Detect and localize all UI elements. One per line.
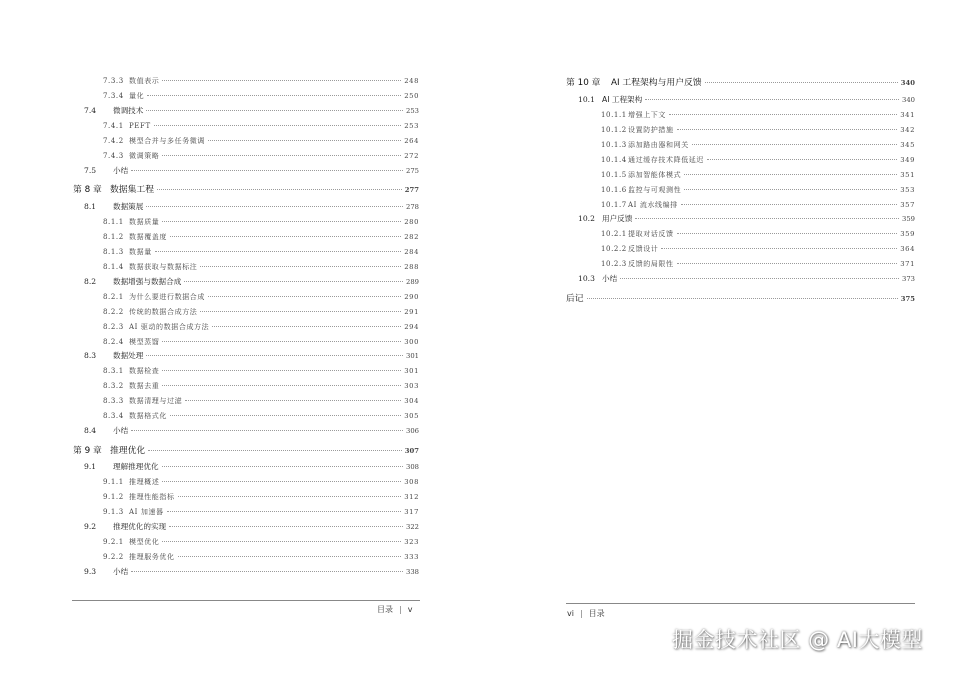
toc-entry-section (84, 460, 419, 474)
toc-entry-number: 8.1.4 (103, 263, 124, 271)
toc-entry-number: 7.5 (84, 166, 97, 175)
toc-entry-title: 数据策展 (113, 202, 144, 211)
toc-entry-page-number: 303 (404, 382, 419, 390)
toc-entry-sub (601, 183, 915, 197)
toc-entry-title: 小结 (113, 567, 129, 576)
toc-entry-sub (103, 89, 419, 103)
toc-entry-sub (103, 245, 419, 259)
dot-leader (146, 206, 403, 207)
toc-entry-title: AI 流水线编排 (628, 201, 678, 209)
dot-leader (162, 80, 401, 81)
dot-leader (131, 430, 403, 431)
footer-page-numeral: vi (567, 609, 574, 618)
dot-leader (684, 189, 897, 190)
toc-entry-number: 10.1.7 (601, 201, 627, 209)
toc-entry-sub (601, 138, 915, 152)
toc-entry-number: 10.1.6 (601, 186, 627, 194)
toc-entry-number: 8.2.4 (103, 338, 124, 346)
toc-entry-title: 数据量 (129, 248, 152, 256)
footer-separator: | (399, 605, 402, 614)
right-page (489, 0, 979, 676)
footer-page-numeral: v (407, 605, 413, 614)
toc-entry-number: 8.2.1 (103, 293, 124, 301)
toc-entry-page-number: 308 (404, 478, 419, 486)
dot-leader (162, 466, 403, 467)
toc-entry-title: AI 工程架构与用户反馈 (611, 78, 702, 88)
toc-entry-number: 8.3 (84, 351, 97, 360)
toc-entry-section (578, 272, 915, 286)
dot-leader (131, 571, 403, 572)
toc-entry-number: 10.1.5 (601, 171, 627, 179)
dot-leader (169, 526, 403, 527)
toc-entry-sub (103, 290, 419, 304)
toc-entry-section (578, 93, 915, 107)
toc-entry-title: 数据清理与过滤 (129, 397, 183, 405)
dot-leader (178, 496, 402, 497)
toc-entry-title: 模型合并与多任务微调 (129, 137, 205, 145)
toc-entry-sub (601, 242, 915, 256)
toc-entry-title: AI 工程架构 (602, 95, 643, 104)
toc-entry-number: 8.2 (84, 277, 97, 286)
toc-entry-page-number: 345 (900, 141, 915, 149)
dot-leader (162, 481, 401, 482)
toc-entry-title: AI 加速器 (129, 508, 164, 516)
toc-entry-section (84, 104, 419, 118)
dot-leader (167, 511, 402, 512)
toc-entry-section (578, 212, 915, 226)
toc-entry-title: 数据质量 (129, 218, 160, 226)
toc-entry-number: 8.1 (84, 202, 97, 211)
toc-entry-title: 用户反馈 (602, 214, 633, 223)
toc-entry-page-number: 282 (404, 233, 419, 241)
footer-label: 目录 (588, 609, 605, 618)
dot-leader (162, 221, 401, 222)
toc-entry-sub (103, 490, 419, 504)
toc-entry-number: 10.1 (578, 95, 595, 104)
toc-entry-page-number: 301 (404, 367, 419, 375)
toc-entry-page-number: 340 (900, 79, 915, 87)
footer-rule (72, 600, 420, 601)
toc-entry-title: 反馈的局限性 (628, 260, 674, 268)
toc-entry-title: 小结 (113, 166, 129, 175)
dot-leader (587, 298, 898, 299)
toc-entry-title: 数据增强与数据合成 (113, 277, 182, 286)
dot-leader (162, 541, 401, 542)
toc-entry-number: 7.4 (84, 106, 97, 115)
page-footer (377, 604, 412, 615)
toc-entry-sub (103, 335, 419, 349)
dot-leader (645, 99, 899, 100)
watermark: 掘金技术社区 @ AI大模型 (672, 628, 923, 652)
toc-entry-page-number: 289 (406, 278, 419, 286)
toc-entry-title: 小结 (113, 426, 129, 435)
toc-entry-page-number: 312 (404, 493, 419, 501)
dot-leader (681, 204, 897, 205)
toc-entry-title: 设置防护措施 (628, 126, 674, 134)
toc-entry-number: 9.1 (84, 462, 97, 471)
toc-entry-sub (103, 260, 419, 274)
toc-entry-section (84, 200, 419, 214)
toc-entry-number: 9.2.2 (103, 553, 124, 561)
toc-entry-page-number: 277 (404, 186, 419, 194)
dot-leader (635, 218, 899, 219)
toc-entry-title: 模型蒸馏 (129, 338, 160, 346)
toc-entry-number: 7.3.3 (103, 77, 124, 85)
toc-entry-page-number: 294 (404, 323, 419, 331)
dot-leader (707, 159, 897, 160)
toc-entry-sub (601, 108, 915, 122)
toc-entry-number: 7.4.3 (103, 152, 124, 160)
left-page (0, 0, 489, 676)
toc-entry-page-number: 338 (406, 568, 419, 576)
dot-leader (677, 233, 898, 234)
toc-entry-page-number: 357 (900, 201, 915, 209)
toc-entry-sub (103, 409, 419, 423)
toc-entry-title: 推理概述 (129, 478, 160, 486)
toc-entry-sub (103, 119, 419, 133)
toc-entry-title: 推理优化 (110, 446, 146, 456)
footer-separator: | (579, 609, 583, 618)
toc-entry-number: 8.3.4 (103, 412, 124, 420)
dot-leader (162, 341, 401, 342)
toc-entry-sub (103, 394, 419, 408)
toc-entry-page-number: 308 (406, 463, 419, 471)
dot-leader (162, 370, 401, 371)
dot-leader (170, 236, 401, 237)
toc-entry-sub (601, 198, 915, 212)
dot-leader (146, 355, 403, 356)
toc-entry-chapter (566, 291, 915, 307)
toc-entry-number: 8.1.1 (103, 218, 124, 226)
toc-entry-page-number: 351 (900, 171, 915, 179)
toc-entry-title: 理解推理优化 (113, 462, 159, 471)
toc-entry-section (84, 424, 419, 438)
toc-entry-page-number: 359 (900, 230, 915, 238)
toc-entry-page-number: 301 (406, 352, 419, 360)
toc-entry-sub (103, 550, 419, 564)
dot-leader (692, 144, 897, 145)
dot-leader (184, 281, 403, 282)
toc-entry-page-number: 291 (404, 308, 419, 316)
toc-entry-sub (601, 257, 915, 271)
toc-entry-number: 7.3.4 (103, 92, 124, 100)
toc-entry-page-number: 305 (404, 412, 419, 420)
toc-entry-number: 9.1.2 (103, 493, 124, 501)
toc-entry-sub (103, 134, 419, 148)
toc-entry-sub (601, 123, 915, 137)
toc-entry-page-number: 275 (406, 167, 419, 175)
dot-leader (677, 263, 898, 264)
dot-leader (620, 278, 899, 279)
toc-entry-sub (601, 168, 915, 182)
toc-entry-page-number: 323 (404, 538, 419, 546)
toc-entry-page-number: 341 (900, 111, 915, 119)
toc-entry-number: 第 8 章 (73, 185, 102, 195)
toc-entry-title: 数据去重 (129, 382, 160, 390)
toc-entry-title: 推理优化的实现 (113, 522, 167, 531)
toc-entry-page-number: 371 (900, 260, 915, 268)
dot-leader (146, 110, 403, 111)
toc-entry-title: 数据获取与数据标注 (129, 263, 198, 271)
dot-leader (212, 326, 401, 327)
dot-leader (200, 311, 401, 312)
toc-entry-title: 小结 (602, 274, 618, 283)
toc-entry-chapter (73, 443, 419, 459)
toc-entry-page-number: 359 (902, 215, 915, 223)
toc-entry-title: 模型优化 (129, 538, 160, 546)
toc-entry-title: 数值表示 (129, 77, 160, 85)
toc-entry-chapter (73, 182, 419, 198)
toc-entry-title: 监控与可观测性 (628, 186, 682, 194)
dot-leader (162, 155, 401, 156)
toc-entry-page-number: 280 (404, 218, 419, 226)
dot-leader (677, 129, 898, 130)
toc-entry-page-number: 253 (404, 122, 419, 130)
toc-entry-page-number: 253 (406, 107, 419, 115)
dot-leader (705, 82, 898, 83)
toc-entry-title: AI 驱动的数据合成方法 (129, 323, 210, 331)
dot-leader (147, 95, 401, 96)
toc-entry-sub (601, 153, 915, 167)
footer-rule (566, 603, 915, 604)
toc-entry-number: 7.4.2 (103, 137, 124, 145)
toc-entry-page-number: 290 (404, 293, 419, 301)
toc-entry-section (84, 275, 419, 289)
toc-entry-title: 传统的数据合成方法 (129, 308, 198, 316)
dot-leader (208, 140, 401, 141)
toc-entry-page-number: 264 (404, 137, 419, 145)
toc-entry-page-number: 364 (900, 245, 915, 253)
dot-leader (131, 170, 403, 171)
toc-entry-page-number: 373 (902, 275, 915, 283)
toc-entry-section (84, 565, 419, 579)
toc-entry-sub (103, 320, 419, 334)
dot-leader (170, 415, 401, 416)
toc-entry-number: 10.2 (578, 214, 595, 223)
toc-entry-number: 10.2.2 (601, 245, 627, 253)
toc-entry-page-number: 300 (404, 338, 419, 346)
toc-entry-sub (103, 74, 419, 88)
dot-leader (669, 114, 897, 115)
toc-entry-number: 8.3.2 (103, 382, 124, 390)
toc-entry-number: 8.1.3 (103, 248, 124, 256)
dot-leader (208, 296, 401, 297)
toc-entry-number: 10.1.2 (601, 126, 627, 134)
toc-entry-number: 10.1.3 (601, 141, 627, 149)
toc-entry-number: 8.1.2 (103, 233, 124, 241)
toc-entry-title: 数据集工程 (110, 185, 154, 195)
toc-entry-number: 10.2.1 (601, 230, 627, 238)
toc-entry-number: 10.3 (578, 274, 595, 283)
footer-label: 目录 (377, 605, 393, 614)
toc-entry-page-number: 250 (404, 92, 419, 100)
dot-leader (148, 450, 402, 451)
toc-entry-section (84, 164, 419, 178)
toc-entry-title: 反馈设计 (628, 245, 659, 253)
toc-entry-sub (103, 535, 419, 549)
toc-entry-title: 通过缓存技术降低延迟 (628, 156, 704, 164)
toc-entry-number: 8.3.1 (103, 367, 124, 375)
toc-entry-sub (103, 215, 419, 229)
toc-entry-section (84, 349, 419, 363)
toc-entry-number: 第 9 章 (73, 446, 102, 456)
toc-entry-page-number: 317 (404, 508, 419, 516)
toc-entry-sub (103, 379, 419, 393)
dot-leader (661, 248, 897, 249)
toc-entry-number: 10.1.1 (601, 111, 627, 119)
toc-entry-number: 9.1.3 (103, 508, 124, 516)
toc-entry-chapter (566, 75, 915, 91)
toc-entry-sub (103, 475, 419, 489)
toc-entry-title: 数据处理 (113, 351, 144, 360)
toc-entry-title: 添加路由器和网关 (628, 141, 689, 149)
toc-entry-title: 后记 (566, 294, 584, 304)
toc-entry-title: 为什么要进行数据合成 (129, 293, 205, 301)
toc-entry-sub (103, 305, 419, 319)
toc-entry-page-number: 333 (404, 553, 419, 561)
toc-entry-sub (103, 364, 419, 378)
dot-leader (200, 266, 401, 267)
toc-entry-sub (103, 505, 419, 519)
toc-entry-title: 微调策略 (129, 152, 160, 160)
toc-entry-page-number: 288 (404, 263, 419, 271)
toc-entry-page-number: 278 (406, 203, 419, 211)
toc-entry-number: 7.4.1 (103, 122, 124, 130)
toc-entry-page-number: 375 (900, 295, 915, 303)
toc-entry-page-number: 342 (900, 126, 915, 134)
toc-entry-title: 添加智能体模式 (628, 171, 682, 179)
toc-entry-page-number: 340 (902, 96, 915, 104)
toc-entry-title: 数据格式化 (129, 412, 167, 420)
toc-entry-number: 8.2.2 (103, 308, 124, 316)
toc-entry-title: 提取对话反馈 (628, 230, 674, 238)
toc-entry-section (84, 520, 419, 534)
toc-entry-number: 9.2.1 (103, 538, 124, 546)
toc-entry-title: 推理性能指标 (129, 493, 175, 501)
toc-entry-sub (103, 149, 419, 163)
toc-entry-sub (103, 230, 419, 244)
toc-entry-page-number: 272 (404, 152, 419, 160)
toc-entry-title: 数据检查 (129, 367, 160, 375)
toc-entry-number: 8.2.3 (103, 323, 124, 331)
toc-entry-page-number: 248 (404, 77, 419, 85)
page-footer (567, 608, 605, 619)
dot-leader (162, 385, 401, 386)
toc-entry-number: 8.4 (84, 426, 97, 435)
dot-leader (157, 189, 402, 190)
toc-entry-number: 8.3.3 (103, 397, 124, 405)
toc-entry-title: 量化 (129, 92, 145, 100)
toc-entry-page-number: 322 (406, 523, 419, 531)
dot-leader (185, 400, 401, 401)
dot-leader (684, 174, 897, 175)
toc-entry-page-number: 349 (900, 156, 915, 164)
toc-entry-title: 数据覆盖度 (129, 233, 167, 241)
toc-entry-number: 10.1.4 (601, 156, 627, 164)
toc-entry-title: 微调技术 (113, 106, 144, 115)
toc-entry-sub (601, 227, 915, 241)
toc-entry-page-number: 306 (406, 427, 419, 435)
toc-entry-page-number: 353 (900, 186, 915, 194)
dot-leader (155, 251, 401, 252)
toc-entry-number: 9.3 (84, 567, 97, 576)
toc-entry-number: 第 10 章 (566, 78, 601, 88)
toc-entry-page-number: 304 (404, 397, 419, 405)
toc-entry-page-number: 284 (404, 248, 419, 256)
toc-entry-number: 9.1.1 (103, 478, 124, 486)
toc-entry-page-number: 307 (404, 447, 419, 455)
toc-entry-title: PEFT (129, 122, 151, 130)
toc-entry-title: 推理服务优化 (129, 553, 175, 561)
toc-entry-title: 增强上下文 (628, 111, 666, 119)
toc-entry-number: 10.2.3 (601, 260, 627, 268)
dot-leader (178, 556, 402, 557)
dot-leader (154, 125, 401, 126)
toc-entry-number: 9.2 (84, 522, 97, 531)
